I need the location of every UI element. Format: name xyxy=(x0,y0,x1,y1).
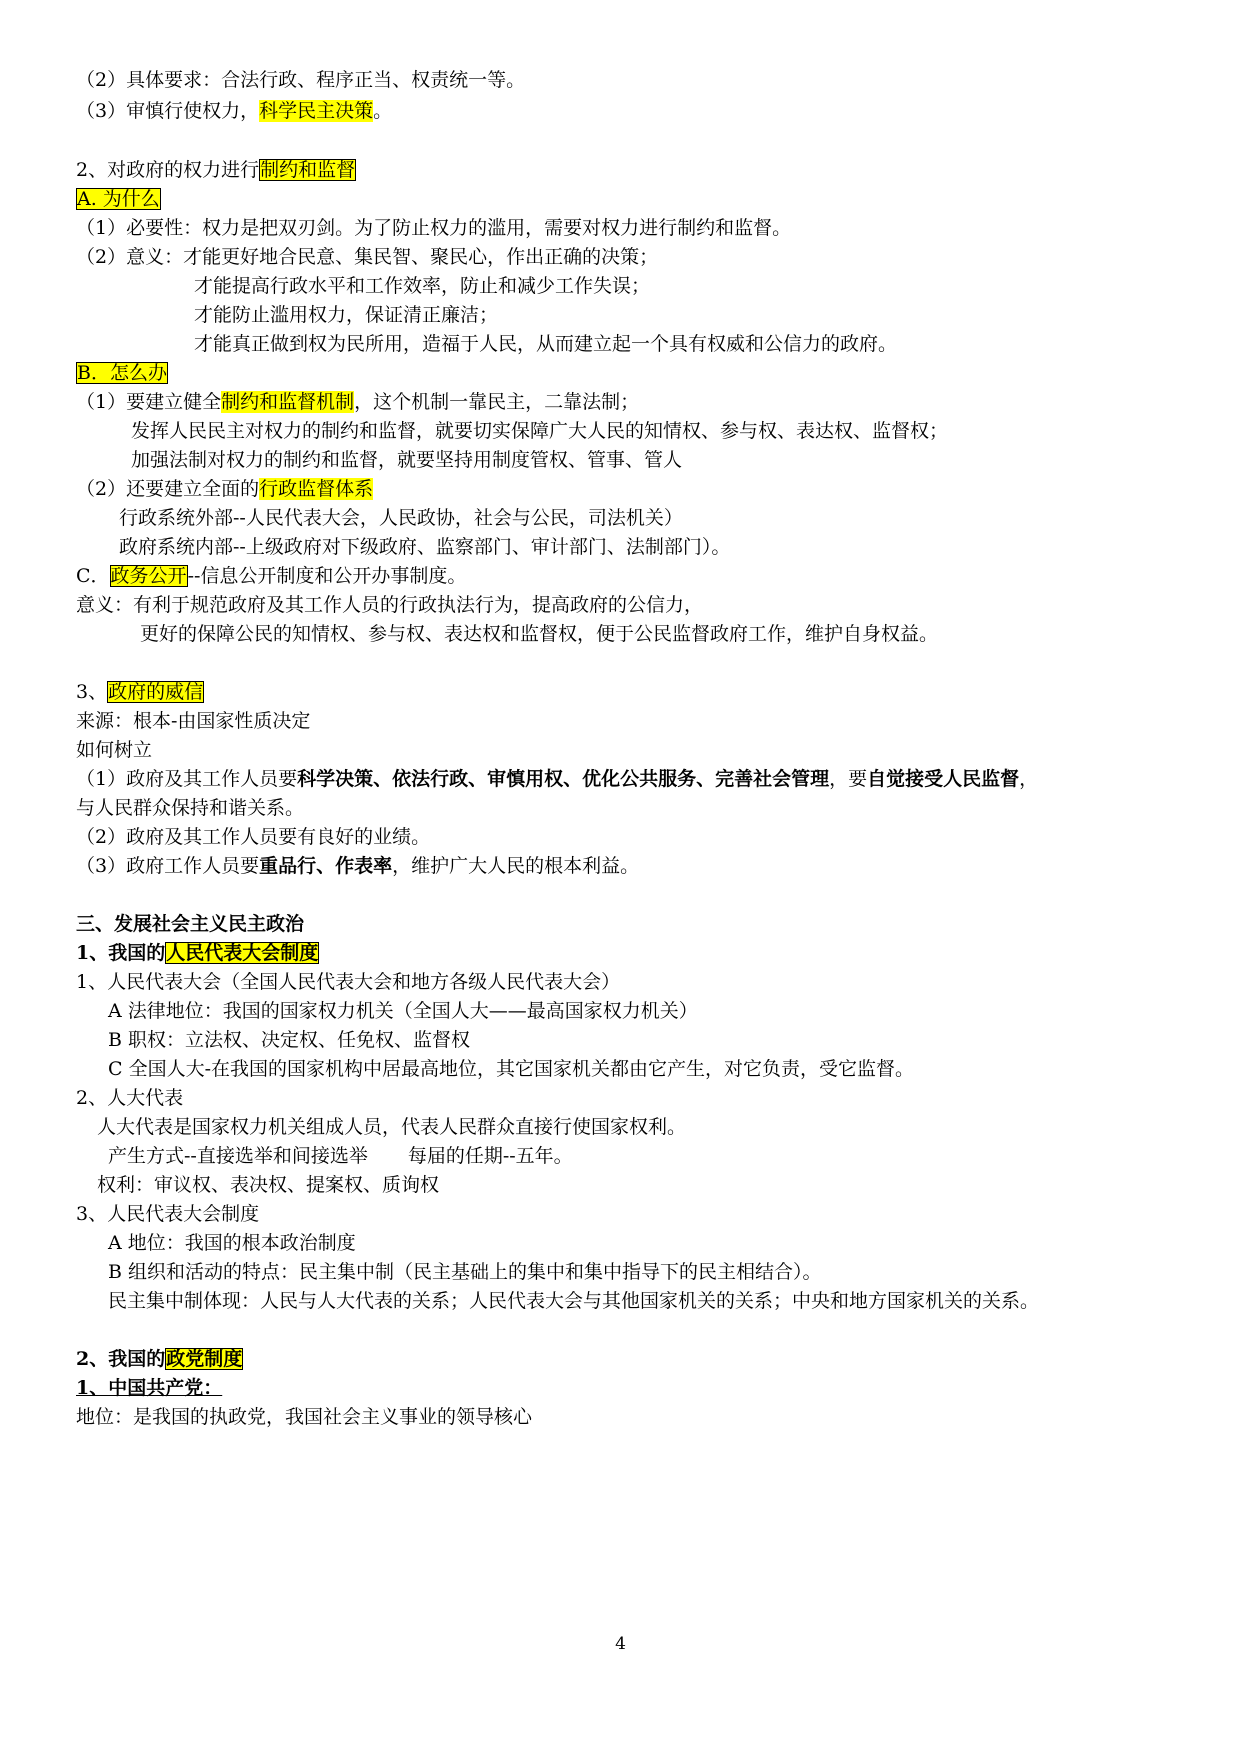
text-line: 才能防止滥用权力，保证清正廉洁； xyxy=(194,304,499,326)
highlight: 人民代表大会制度 xyxy=(166,942,319,964)
subsection-heading xyxy=(76,187,161,211)
text-line: A 地位：我国的根本政治制度 xyxy=(108,1232,356,1254)
text-line: 2、人大代表 xyxy=(76,1087,184,1109)
text-line: 民主集中制体现：人民与人大代表的关系；人民代表大会与其他国家机关的关系；中央和地方国家机关的关系。 xyxy=(108,1290,1040,1312)
text-line: 地位：是我国的执政党，我国社会主义事业的领导核心 xyxy=(76,1406,533,1428)
text-line: （3）政府工作人员要重品行、作表率，维护广大人民的根本利益。 xyxy=(76,855,640,877)
text-line: 1、人民代表大会（全国人民代表大会和地方各级人民代表大会） xyxy=(76,971,621,993)
text-line: C 全国人大-在我国的国家机构中居最高地位，其它国家机关都由它产生，对它负责，受它监督。 xyxy=(108,1058,914,1080)
subsection-heading: C．政务公开--信息公开制度和公开办事制度。 xyxy=(76,565,467,587)
page-number: 4 xyxy=(615,1634,626,1654)
text-line: 人大代表是国家权力机关组成人员，代表人民群众直接行使国家权利。 xyxy=(97,1116,687,1138)
highlight: 政务公开 xyxy=(110,565,187,587)
text-line: 意义：有利于规范政府及其工作人员的行政执法行为，提高政府的公信力， xyxy=(76,594,704,616)
highlight: 制约和监督 xyxy=(260,159,356,181)
highlight: 政府的威信 xyxy=(108,681,204,703)
text-line: 才能真正做到权为民所用，造福于人民，从而建立起一个具有权威和公信力的政府。 xyxy=(194,333,898,355)
text-line: 权利：审议权、表决权、提案权、质询权 xyxy=(97,1174,440,1196)
highlight: B．怎么办 xyxy=(77,362,167,384)
text-line: （2）具体要求：合法行政、程序正当、权责统一等。 xyxy=(76,69,526,91)
section-heading: 3、政府的威信 xyxy=(76,681,204,703)
subsection-heading: 1、中国共产党： xyxy=(76,1377,223,1399)
text-line: （1）政府及其工作人员要科学决策、依法行政、审慎用权、优化公共服务、完善社会管理，要自觉接受人民监督， xyxy=(76,768,1039,790)
section-heading: 2、对政府的权力进行制约和监督 xyxy=(76,159,356,181)
text-line: B 职权：立法权、决定权、任免权、监督权 xyxy=(108,1029,471,1051)
text-line: （2）政府及其工作人员要有良好的业绩。 xyxy=(76,826,431,848)
text-line: 来源：根本-由国家性质决定 xyxy=(76,710,311,732)
text-line: 与人民群众保持和谐关系。 xyxy=(76,797,305,819)
text-line: 发挥人民民主对权力的制约和监督，就要切实保障广大人民的知情权、参与权、表达权、监督权； xyxy=(131,420,949,442)
highlight: A. 为什么 xyxy=(77,188,160,210)
text-line: （3）审慎行使权力，科学民主决策。 xyxy=(76,100,393,122)
text-line: 才能提高行政水平和工作效率，防止和减少工作失误； xyxy=(194,275,651,297)
highlight: 科学民主决策 xyxy=(259,100,374,122)
highlight: 制约和监督机制 xyxy=(221,391,355,413)
text-line: 产生方式--直接选举和间接选举 每届的任期--五年。 xyxy=(108,1145,573,1167)
chapter-heading: 三、发展社会主义民主政治 xyxy=(76,913,305,935)
text-line: A 法律地位：我国的国家权力机关（全国人大——最高国家权力机关） xyxy=(108,1000,698,1022)
text-line: 加强法制对权力的制约和监督，就要坚持用制度管权、管事、管人 xyxy=(131,449,683,471)
text-line: （1）要建立健全制约和监督机制，这个机制一靠民主，二靠法制； xyxy=(76,391,640,413)
text-line: 行政系统外部--人民代表大会，人民政协，社会与公民，司法机关） xyxy=(119,507,683,529)
emphasis: 自觉接受人民监督 xyxy=(867,768,1020,790)
highlight: 政党制度 xyxy=(166,1348,243,1370)
section-heading: 1、我国的人民代表大会制度 xyxy=(76,942,319,964)
text-line: 如何树立 xyxy=(76,739,153,761)
emphasis: 科学决策、依法行政、审慎用权、优化公共服务、完善社会管理 xyxy=(297,768,830,790)
text-line: 3、人民代表大会制度 xyxy=(76,1203,260,1225)
text-line: 更好的保障公民的知情权、参与权、表达权和监督权，便于公民监督政府工作，维护自身权益。 xyxy=(140,623,939,645)
subsection-heading xyxy=(76,361,168,385)
text-line: B 组织和活动的特点：民主集中制（民主基础上的集中和集中指导下的民主相结合）。 xyxy=(108,1261,822,1283)
highlight: 行政监督体系 xyxy=(259,478,374,500)
emphasis: 重品行、作表率 xyxy=(259,855,393,877)
text-line: 政府系统内部--上级政府对下级政府、监察部门、审计部门、法制部门）。 xyxy=(119,536,731,558)
section-heading: 2、我国的政党制度 xyxy=(76,1348,243,1370)
text-line: （2）意义：才能更好地合民意、集民智、聚民心，作出正确的决策； xyxy=(76,246,659,268)
text-line: （1）必要性：权力是把双刃剑。为了防止权力的滥用，需要对权力进行制约和监督。 xyxy=(76,217,792,239)
text-line: （2）还要建立全面的行政监督体系 xyxy=(76,478,374,500)
